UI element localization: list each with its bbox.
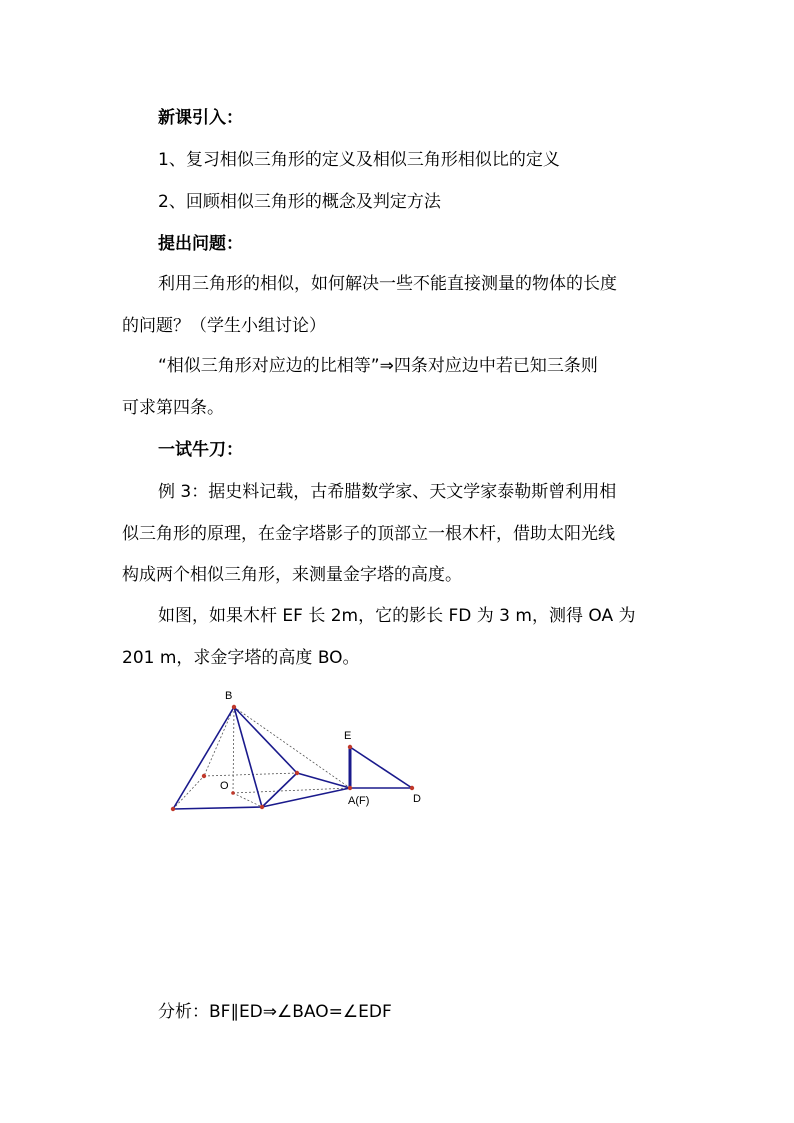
example-line-2: 似三角形的原理，在金字塔影子的顶部立一根木杆，借助太阳光线 (122, 524, 615, 544)
point-D (410, 786, 414, 790)
label-B: B (225, 690, 233, 702)
label-O: O (220, 780, 229, 792)
example-line-1: 例 3：据史料记载，古希腊数学家、天文学家泰勒斯曾利用相 (158, 482, 617, 502)
base-front-edge (173, 807, 262, 809)
review-item-1: 1、复习相似三角形的定义及相似三角形相似比的定义 (158, 150, 560, 170)
analysis-line: 分析：BF∥ED⇒∠BAO=∠EDF (158, 1002, 392, 1022)
point-base-right (295, 771, 299, 775)
point-O (231, 791, 235, 795)
point-B (232, 705, 236, 709)
points (171, 705, 414, 811)
point-base-back (202, 774, 206, 778)
base-right-edge (262, 773, 297, 807)
point-E (348, 745, 352, 749)
apex-back-left-edge (204, 707, 234, 776)
point-base-left (171, 807, 175, 811)
principle-line-2: 可求第四条。 (122, 398, 224, 418)
question-line-2: 的问题？（学生小组讨论） (122, 316, 326, 336)
solid-edges (173, 707, 412, 809)
given-line-2: 201 m，求金字塔的高度 BO。 (122, 648, 360, 668)
apex-left-edge (173, 707, 234, 809)
heading-question: 提出问题： (158, 234, 243, 254)
label-D: D (413, 793, 421, 805)
label-E: E (344, 730, 352, 742)
point-base-front (260, 805, 264, 809)
base-back-edge (204, 773, 297, 776)
shadow-edge-front (262, 788, 350, 807)
principle-line-1: “相似三角形对应边的比相等”⇒四条对应边中若已知三条则 (158, 356, 598, 376)
height-BO (233, 707, 234, 793)
sunray-ED (350, 747, 412, 788)
base-left-back-edge (173, 776, 204, 809)
label-AF: A(F) (348, 795, 370, 807)
sunray-BA (234, 707, 350, 788)
question-line-1: 利用三角形的相似，如何解决一些不能直接测量的物体的长度 (158, 274, 617, 294)
heading-new-lesson: 新课引入： (158, 108, 243, 128)
example-line-3: 构成两个相似三角形，来测量金字塔的高度。 (122, 565, 462, 585)
given-line-1: 如图，如果木杆 EF 长 2m，它的影长 FD 为 3 m，测得 OA 为 (158, 606, 636, 626)
review-item-2: 2、回顾相似三角形的概念及判定方法 (158, 192, 441, 212)
base-diagonal (233, 793, 262, 807)
shadow-edge-back (297, 773, 350, 788)
heading-practice: 一试牛刀： (158, 440, 243, 460)
pyramid-diagram (150, 682, 440, 822)
point-A (348, 786, 352, 790)
pyramid-figure (150, 682, 440, 822)
